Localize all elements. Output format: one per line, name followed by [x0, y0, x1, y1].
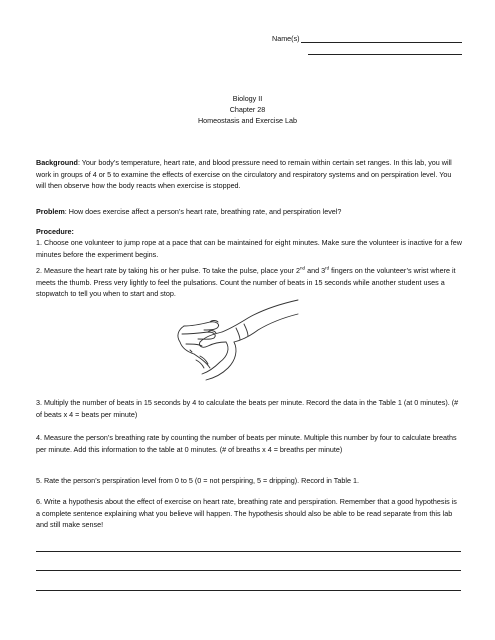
procedure-step-6: 6. Write a hypothesis about the effect of exercise on heart rate, breathing rate and perspiration. Remember that a good hypothesis is a complete sentence explaining what you believe will happen. The hypothesis should also be able to be read separate from this lab and still make sense! — [36, 497, 457, 530]
name-line-2 — [308, 54, 462, 55]
step2-text-c: fingers on the volunteer’s wrist where it meets the thumb. Press very lightly to feel the pulsations. Count the number of beats in 15 seconds while another student uses a stopwatch to tell you when to start and stop. — [36, 266, 456, 299]
background-section — [36, 157, 462, 192]
step2-sup-nd: nd — [299, 265, 306, 271]
hypothesis-line-1[interactable] — [36, 551, 461, 552]
lab-title: Homeostasis and Exercise Lab — [197, 116, 298, 125]
chapter-title: Chapter 28 — [229, 105, 266, 114]
problem-text: : How does exercise affect a person’s heart rate, breathing rate, and perspiration level? — [64, 207, 342, 216]
step2-text-a: 2. Measure the heart rate by taking his or her pulse. To take the pulse, place your 2 — [36, 266, 300, 275]
hypothesis-line-2[interactable] — [36, 570, 461, 571]
worksheet-title — [0, 93, 495, 126]
problem-label: Problem — [36, 207, 65, 216]
background-text: : Your body’s temperature, heart rate, and blood pressure need to remain within certain set ranges. In this lab, you will work in groups of 4 or 5 to examine the effects of exercise on the circulatory and respiratory systems and on perspiration level. You will then observe how the body reacts when exercise is stopped. — [36, 158, 452, 191]
step2-text-b: and 3 — [305, 266, 326, 275]
procedure-step-3: 3. Multiply the number of beats in 15 seconds by 4 to calculate the beats per minute. Record the data in the Table 1 (at 0 minutes). (# of beats x 4 = beats per minute) — [36, 398, 459, 419]
background-label: Background — [36, 158, 78, 167]
name-label: Name(s) — [272, 34, 300, 43]
procedure-step-5: 5. Rate the person’s perspiration level from 0 to 5 (0 = not perspiring, 5 = dripping). Record in Table 1. — [36, 476, 359, 485]
name-line-1 — [301, 34, 462, 43]
procedure-step-2 — [36, 265, 462, 300]
course-title: Biology II — [232, 94, 263, 103]
procedure-step-1: 1. Choose one volunteer to jump rope at a pace that can be maintained for eight minutes. Make sure the volunteer is inactive for a few minutes before the experiment begins. — [36, 238, 462, 259]
hypothesis-line-3[interactable] — [36, 590, 461, 591]
step2-sup-rd: rd — [325, 265, 330, 271]
name-field — [272, 34, 462, 43]
pulse-check-hand-illustration — [170, 296, 300, 382]
problem-section — [36, 206, 462, 218]
procedure-label: Procedure: — [36, 227, 74, 236]
procedure-heading — [36, 226, 462, 238]
procedure-step-4: 4. Measure the person’s breathing rate by counting the number of beats per minute. Multiple this number by four to calculate breaths per minute. Add this information to the table at 0 minutes. (# of breaths x 4 = breaths per minute) — [36, 433, 457, 454]
